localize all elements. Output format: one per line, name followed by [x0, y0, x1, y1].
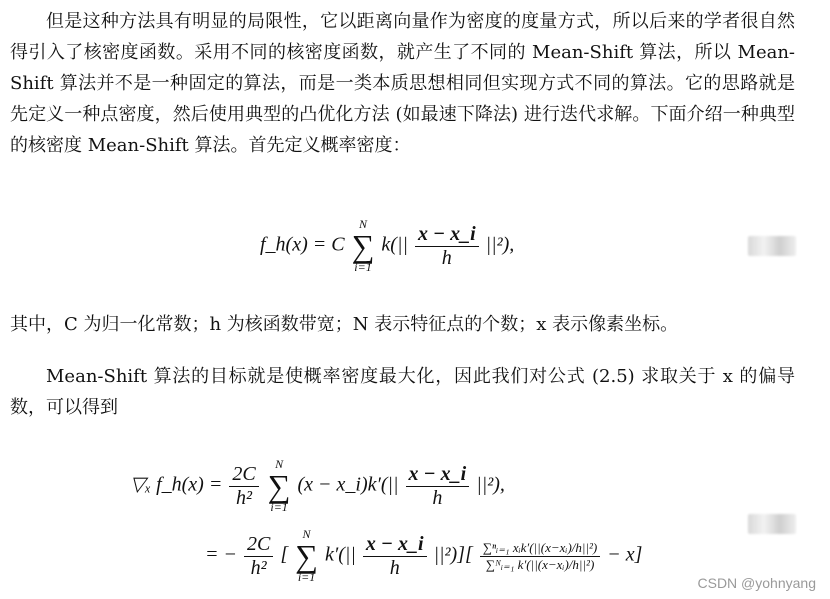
paragraph-intro: 但是这种方法具有明显的局限性，它以距离向量作为密度的度量方式，所以后来的学者很自然得引入了核密度函数。采用不同的核密度函数，就产生了不同的 Mean-Shift 算法，所以 Mean-Shift 算法并不是一种固定的算法，而是一类本质思想相同但实现方式不同的算法。它的思路就是先定义一种点密度，然后使用典型的凸优化方法 (如最速下降法) 进行迭代求解。下面介绍一种典型的核密度 Mean-Shift 算法。首先定义概率密度：: [10, 11, 795, 156]
eq3-fraction: $\frac{x - x\_i}{h}$: [363, 533, 427, 580]
watermark: CSDN @yohnyang: [697, 575, 816, 591]
eq1-body: k(||: [381, 233, 408, 256]
equation-kernel-density: [260, 218, 514, 274]
blurred-label-1: [748, 236, 796, 256]
eq2-lhs: ▽ₓ f_h(x) =: [130, 473, 223, 496]
eq3-body: k′(||: [324, 543, 356, 566]
eq2-coef: $\frac{2C}{\text{h²}}$: [229, 463, 258, 510]
eq3-lhs: = −: [205, 543, 237, 566]
eq1-tail: ||²),: [485, 233, 515, 256]
paragraph-definitions: 其中，C 为归一化常数；h 为核函数带宽；N 表示特征点的个数；x 表示像素坐标。: [10, 314, 679, 335]
eq2-body: (x − x_i)k′(||: [297, 473, 399, 496]
equation-gradient-expanded: [205, 528, 642, 584]
eq3-tail: − x]: [607, 543, 643, 566]
eq3-mid: ||²)][: [433, 543, 473, 566]
eq2-sum: N ∑ i=1: [267, 457, 291, 514]
eq2-fraction: $\frac{x - x\_i}{h}$: [406, 463, 470, 510]
eq3-coef: $\frac{2C}{\text{h²}}$: [244, 533, 273, 580]
eq3-big-fraction: $\frac{\text{∑ⁿᵢ₌₁ xᵢk′(||(x−xᵢ)/h||²)}}{\text{∑ᴺᵢ₌₁ k′(||(x−xᵢ)/h||²)}}$: [480, 540, 600, 573]
eq2-tail: ||²),: [476, 473, 505, 496]
eq3-open: [: [280, 543, 289, 566]
equation-gradient: [130, 458, 505, 514]
eq3-sum: N ∑ i=1: [295, 527, 318, 584]
eq1-fraction: $\frac{x - x\_i}{h}$: [415, 223, 479, 270]
paragraph-objective: Mean-Shift 算法的目标就是使概率密度最大化，因此我们对公式 (2.5) 求取关于 x 的偏导数，可以得到: [10, 366, 795, 418]
eq1-lhs: f_h(x) = C: [260, 233, 345, 256]
blurred-label-2: [748, 514, 796, 534]
eq1-sum: N ∑ i=1: [351, 217, 375, 274]
